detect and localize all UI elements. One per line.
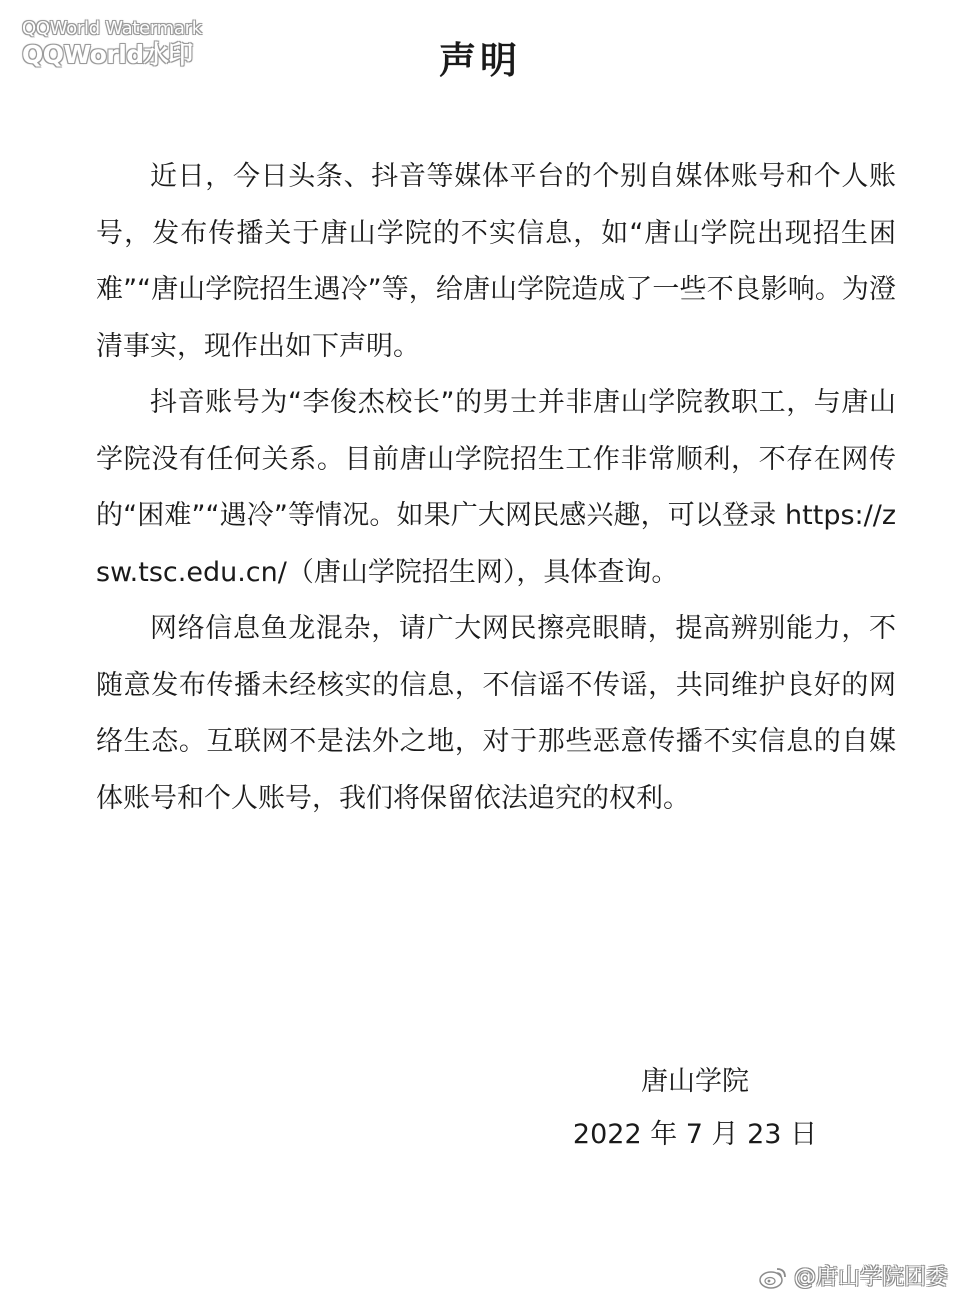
document-body: [96, 149, 896, 827]
paragraph-1: 近日，今日头条、抖音等媒体平台的个别自媒体账号和个人账号，发布传播关于唐山学院的不实信息，如“唐山学院出现招生困难”“唐山学院招生遇冷”等，给唐山学院造成了一些不良影响。为澄清事实，现作出如下声明。: [96, 161, 896, 362]
signature-organization: 唐山学院: [641, 1066, 749, 1097]
weibo-account: @唐山学院团委: [793, 1265, 948, 1290]
watermark-en: QQWorld Watermark: [22, 18, 202, 39]
paragraph-3: 网络信息鱼龙混杂，请广大网民擦亮眼睛，提高辨别能力，不随意发布传播未经核实的信息，不信谣不传谣，共同维护良好的网络生态。互联网不是法外之地，对于那些恶意传播不实信息的自媒体账号和个人账号，我们将保留依法追究的权利。: [96, 613, 896, 814]
document-title: 声明: [439, 39, 521, 82]
weibo-icon: [758, 1266, 788, 1290]
signature-date: 2022 年 7 月 23 日: [572, 1119, 818, 1150]
weibo-watermark: [758, 1266, 948, 1290]
paragraph-2: 抖音账号为“李俊杰校长”的男士并非唐山学院教职工，与唐山学院没有任何关系。目前唐山学院招生工作非常顺利，不存在网传的“困难”“遇冷”等情况。如果广大网民感兴趣，可以登录 https://zsw.tsc.edu.cn/（唐山学院招生网），具体查询。: [96, 387, 896, 588]
watermark-cn: QQWorld水印: [22, 40, 193, 69]
